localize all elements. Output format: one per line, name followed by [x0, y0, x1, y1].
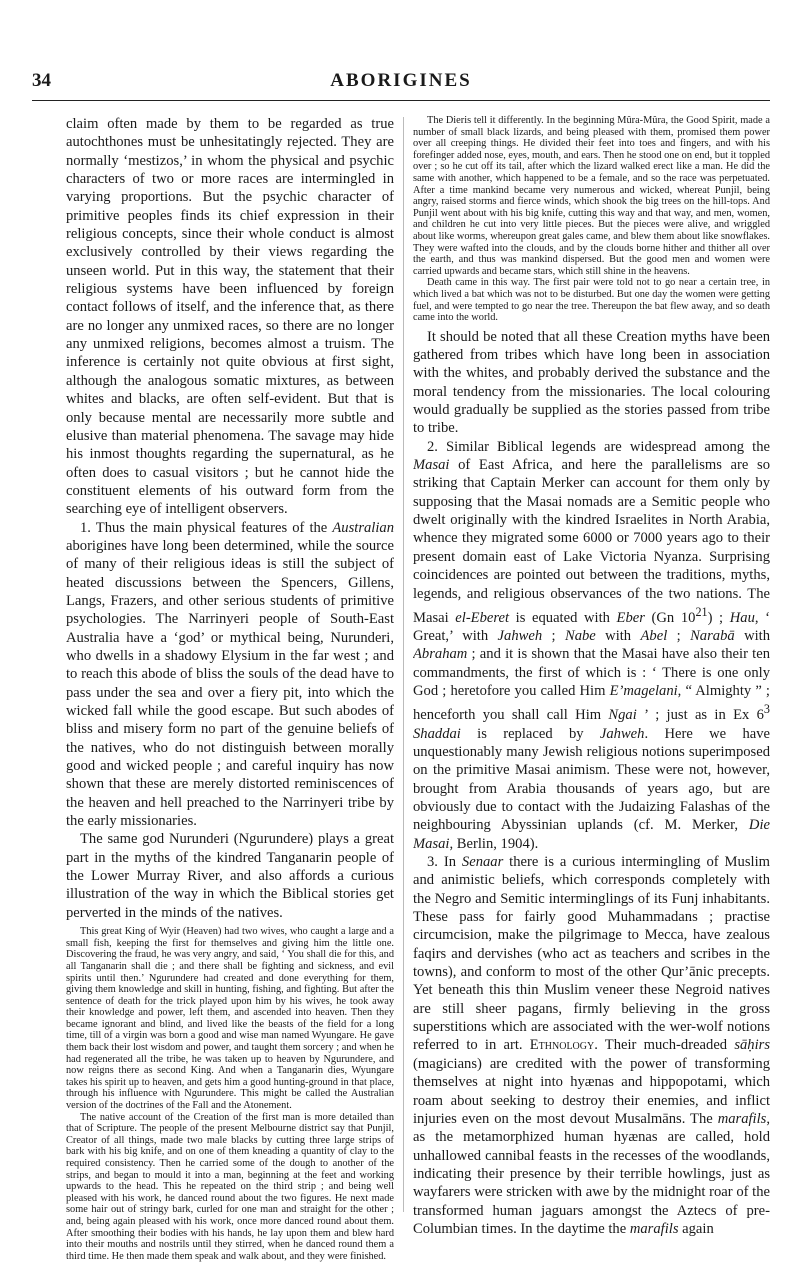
cross-reference: Ethnology	[529, 1037, 595, 1054]
quote-creation: The native account of the Creation of the first man is more detailed than that of Scripture. The people of the present Melbourne district say that Punjil, Creator of all things, made two male blacks by cutting three large strips of bark with his big knife, and on one of them kneading a quantity of clay to the required consistency. Then he carried some of the dough to another of the strips, and began to mould it into a man, beginning at the feet and working upwards to the head. This he repeated on the third strip ; and being well pleased with his work, he danced round about the two figures. He next made some hair out of stringy bark, curled for one man and straight for the other ; and, being again pleased with his work, once more danced round about them. After smoothing their bodies with his hands, he lay upon them and blew hard into their mouths and nostrils until they stirred, when he danced round them a third time. He then made them speak and walk about, and they were finished.	[66, 1111, 394, 1262]
emphasis-term: Australian	[332, 519, 394, 536]
right-column	[413, 115, 770, 1238]
section-number: 2.	[427, 438, 438, 455]
paragraph-intro: claim often made by them to be regarded as true autochthones must be unhesitatingly rejected. They are normally ‘mestizos,’ in whom the physical and psychic characters of two or more races are intermingled in varying proportions. But the psychic character of primitive peoples finds its chief expression in their religious concepts, since their whole conduct is almost exclusively controlled by their views regarding the unseen world. Put in this way, the statement that their religious systems have been influenced by foreign contact follows of itself, and the inference that, as there are no longer any unmixed races, so there are no longer any unmixed religions, becomes almost a truism. The inference is certainly not quite obvious at first sight, although the analogous somatic mixtures, as between whites and blacks, are often self-evident. But that is only because mental are necessarily more subtle and elusive than material phenomena. The savage may hide his inmost thoughts regarding the supernatural, as he often does to casual visitors ; but he cannot hide the constituent elements of his outward form from the searching eye of intelligent observers.	[66, 116, 394, 518]
running-title: ABORIGINES	[330, 70, 472, 91]
section-number: 1.	[80, 519, 91, 536]
quote-death: Death came in this way. The first pair were told not to go near a certain tree, in which lived a bat which was not to be disturbed. But one day the women were getting fuel, and were tempted to go near the tree. Thereupon the bat flew away, and so death came into the world.	[413, 277, 770, 324]
section-number: 3.	[427, 854, 438, 871]
page-header	[32, 60, 770, 100]
paragraph-senaar: 3. In Senaar there is a curious intermingling of Muslim and animistic beliefs, which corresponds completely with the Negro and Semitic interminglings of its Funj inhabitants. These pass for fairly good Muhammadans ; practise circumcision, make the pilgrimage to Mecca, have zealous faqirs and dervishes (who act as teachers and scribes in the towns), and conform to most of the other Qur’ānic precepts. Yet beneath this thin Muslim veneer these Negroid natives are still sheer pagans, firmly believing in the gross superstitions which are associated with the wer-wolf notions referred to in art. Ethnology. Their much-dreaded sāḥirs (magicians) are credited with the power of transforming themselves at night into hyænas and hippopotami, which roam about seeking to destroy their enemies, and inflict injuries even on the most devout Musalmāns. The marafils, as the metamorphized human hyænas are called, hold unhallowed cannibal feasts in the recesses of the woodlands, indicating their presence by their terrible howlings, just as wayfarers were stricken with awe by the midnight roar of the transformed human jaguars amongst the Aztecs of pre-Columbian times. In the daytime the marafils again	[413, 854, 770, 1237]
left-column	[66, 115, 394, 1262]
page-number: 34	[32, 70, 51, 91]
paragraph-masai: 2. Similar Biblical legends are widespread among the Masai of East Africa, and here the parallelisms are so striking that Captain Merker can account for them only by supposing that the Masai nomads are a Semitic people who dwelt originally with the kindred Israelites in North Arabia, whence they migrated some 6000 or 7000 years ago to their present domain east of Lake Victoria Nyanza. Surprising coincidences are pointed out between the traditions, myths, legends, and religious observances of the two nations. The Masai el-Eberet is equated with Eber (Gn $10^{21}$) ; Hau, ‘ Great,’ with Jahweh ; Nabe with Abel ; Narabā with Abraham ; and it is shown that the Masai have also their ten commandments, the first of which is : ‘ There is one only God ; heretofore you called Him E’magelani, “ Almighty ” ; henceforth you shall call Him Ngai ’ ; just as in Ex $6^3$ Shaddai is replaced by Jahweh. Here we have unquestionably many Jewish religious notions superimposed on the primitive Masai animism. These were not, however, brought from Arabia thousands of years ago, but are obviously due to contact with the Judaizing Falashas of the neighbouring Abyssinian uplands (cf. M. Merker, Die Masai, Berlin, 1904).	[413, 438, 770, 852]
quote-wyungare: This great King of Wyir (Heaven) had two wives, who caught a large and a small fish, keeping the first for themselves and giving him the little one. Discovering the fraud, he was very angry, and said, ‘ You shall die for this, and all Tanganarin shall die ; and there shall be fighting and sickness, and evil spirits until then.’ Ngurundere had created and done everything for them, giving them knowledge and skill in hunting, fishing, and fighting. But after the sentence of death for the trick played upon him by his wives, he took away their knowledge and power, left them, and ascended into heaven. Then they became ignorant and blind, and lived like the beasts of the field for a long time, till of a virgin was born a good and wise man named Wyungare. He gave them back their lost wisdom and power, and taught them sorcery ; and when he had regenerated all the tribe, he was taken up to heaven by Ngurundere, and now reigns there as second King. And when a Tanganarin dies, Wyungare takes his spirit up to heaven, and gets him a good hunting-ground in that place, through his influence with Ngurundere. This might be called the Australian version of the doctrines of the Fall and the Atonement.	[66, 926, 394, 1112]
quote-dieri: The Dieris tell it differently. In the beginning Mûra-Mûra, the Good Spirit, made a number of small black lizards, and being pleased with them, promised them power over all creeping things. He divided their feet into toes and fingers, and with his forefinger added nose, eyes, mouth, and ears. Then he stood one on end, but it toppled over ; so he cut off its tail, after which the lizard walked erect like a man. He did the same with another, which happened to be a female, and so the race was perpetuated. After a time mankind became very numerous and wicked, whereat Punjil, being angry, raised storms and fierce winds, which shook the big trees on the hill-tops. And Punjil went about with his big knife, cutting this way and that way, and men, women, and children he cut into very little pieces. But the pieces were alive, and wriggled about like worms, whereupon great gales came, and blew them about like snowflakes. They were wafted into the clouds, and by the clouds borne hither and thither all over the earth, and thus was mankind dispersed. But the good men and women were carried upwards and became stars, which still shine in the heavens.	[413, 115, 770, 277]
paragraph-australian: 1. Thus the main physical features of the Australian aborigines have long been determined, while the source of many of their religious ideas is still the subject of heated discussions between the Spencers, Gillens, Langs, Frazers, and other serious students of primitive psychologies. The Narrinyeri people of South-East Australia have a ‘god’ or mythical being, Nurunderi, who dwells in a shadowy Elysium in the far west ; and to reach this abode of bliss the souls of the dead have to pass under the sea and over a fiery pit, into which the wicked fall while the good escape. But such abodes of bliss and misery form no part of the genuine beliefs of the natives, who do not distinguish between morally good and wicked people ; and careful inquiry has now shown that these are merely distorted reminiscences of the heaven and hell preached to the Narrinyeri tribe by the early missionaries.	[66, 519, 394, 830]
column-divider	[403, 117, 404, 1212]
paragraph-note: It should be noted that all these Creation myths have been gathered from tribes which have long been in association with the whites, and probably derived the substance and the moral tendency from the missionaries. The local colouring would gradually be supplied as the stories passed from tribe to tribe.	[413, 328, 770, 437]
paragraph-nurunderi: The same god Nurunderi (Ngurundere) plays a great part in the myths of the kindred Tanganarin people of the Lower Murray River, and also affords a curious illustration of the way in which the Biblical stories get perverted in the minds of the natives.	[66, 831, 394, 921]
header-rule	[32, 100, 770, 101]
